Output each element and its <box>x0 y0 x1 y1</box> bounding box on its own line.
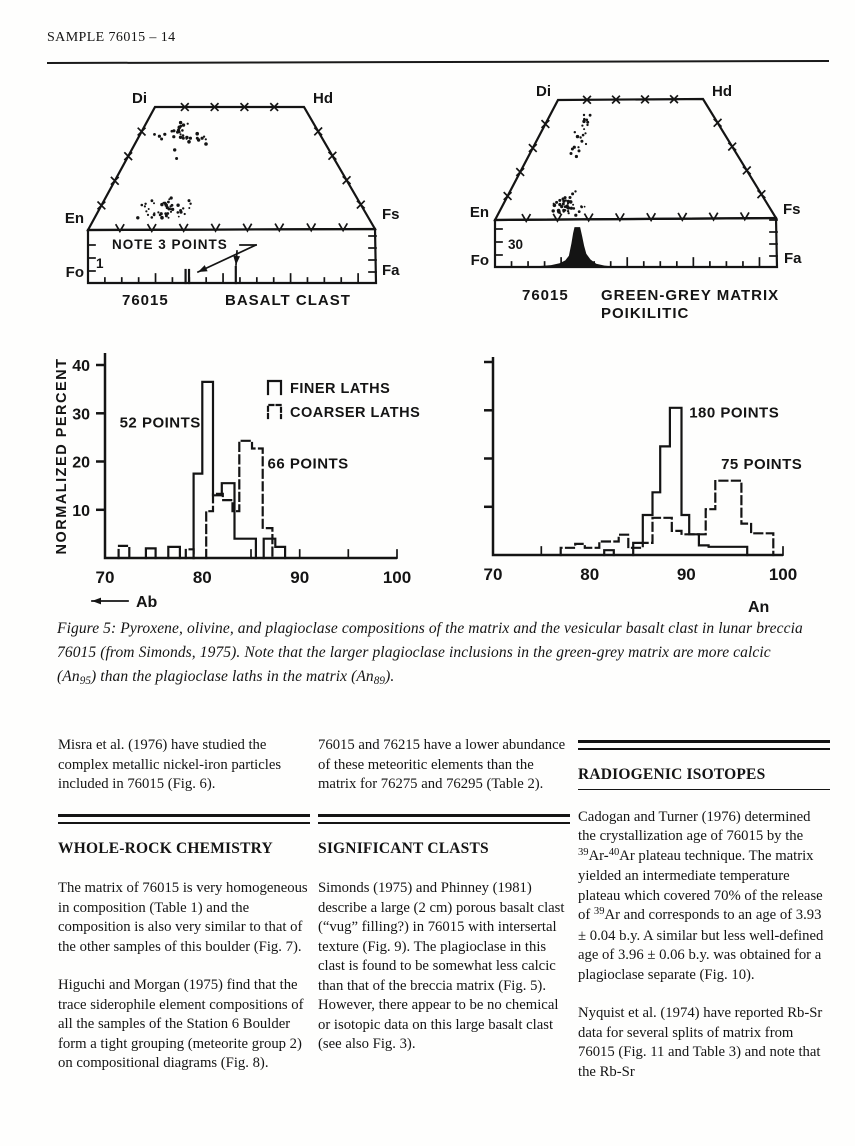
svg-text:20: 20 <box>72 454 90 472</box>
svg-text:Fa: Fa <box>382 262 400 279</box>
histogram-plagioclase-histogram-matrix <box>484 357 803 616</box>
svg-text:100: 100 <box>768 565 798 584</box>
svg-text:Di: Di <box>536 85 551 100</box>
histogram-plagioclase-histogram-basalt-clast <box>54 353 420 611</box>
svg-text:Hd: Hd <box>313 90 333 107</box>
caption-line: Figure 5: Pyroxene, olivine, and plagioclase compositions of the matrix and the vesicular basalt clast in lunar breccia <box>57 620 803 637</box>
svg-text:10: 10 <box>72 502 90 520</box>
svg-text:70: 70 <box>95 568 115 587</box>
svg-text:Di: Di <box>132 90 147 107</box>
svg-text:Fo: Fo <box>470 252 489 269</box>
svg-text:180 POINTS: 180 POINTS <box>689 404 780 422</box>
paragraph: Nyquist et al. (1974) have reported Rb-Sr data for several splits of matrix from 76015 (Fig. 11 and Table 3) and note that the Rb-Sr <box>578 1005 823 1080</box>
svg-text:An: An <box>748 599 770 616</box>
section-heading-radiogenic-isotopes: RADIOGENIC ISOTOPES <box>578 765 830 790</box>
series-solid <box>146 382 285 558</box>
section-heading-whole-rock-chemistry: WHOLE-ROCK CHEMISTRY <box>58 839 273 857</box>
svg-text:75 POINTS: 75 POINTS <box>721 456 803 474</box>
svg-text:Ab: Ab <box>136 594 158 611</box>
svg-text:POIKILITIC: POIKILITIC <box>601 305 690 322</box>
paragraph: Simonds (1975) and Phinney (1981) describe a large (2 cm) porous basalt clast (“vug” filling?) in 76015 with intersertal texture (Fig. 9). The plagioclase in this clast is found to be somewhat less calcic than that of the breccia matrix (Fig. 5). However, there appear to be no chemical or isotopic data on this large basalt clast (see also Fig. 3). <box>318 880 565 1052</box>
paragraph: Higuchi and Morgan (1975) find that the trace siderophile element compositions of all the samples of the Station 6 Boulder form a tight grouping (meteorite group 2) on compositional diagrams (Fig. 8). <box>58 977 304 1071</box>
pyroxene-scatter-basalt-clast <box>136 121 208 220</box>
section-divider <box>578 740 830 750</box>
column-2 <box>318 736 570 1074</box>
svg-text:80: 80 <box>580 565 600 584</box>
paragraph: Misra et al. (1976) have studied the complex metallic nickel-iron particles included in 76015 (Fig. 6). <box>58 737 282 792</box>
section-divider <box>318 814 570 824</box>
svg-text:76015: 76015 <box>122 292 169 309</box>
svg-text:80: 80 <box>192 568 212 587</box>
svg-text:Fs: Fs <box>382 206 400 223</box>
svg-text:40: 40 <box>72 358 90 375</box>
pyroxene-scatter-green-grey-matrix <box>552 114 592 217</box>
column-1 <box>58 736 310 1093</box>
section-divider <box>58 814 310 824</box>
paragraph: The matrix of 76015 is very homogeneous in composition (Table 1) and the composition is also very similar to that of the other samples of this boulder (Fig. 7). <box>58 880 308 955</box>
pyroxene-diagram-green-grey-matrix <box>470 85 802 322</box>
page-header: SAMPLE 76015 – 14 <box>47 30 176 45</box>
svg-text:NOTE 3 POINTS: NOTE 3 POINTS <box>112 237 228 252</box>
svg-text:100: 100 <box>382 568 412 587</box>
svg-text:En: En <box>64 210 84 227</box>
svg-text:66 POINTS: 66 POINTS <box>267 455 349 473</box>
svg-text:Hd: Hd <box>712 85 732 100</box>
svg-text:70: 70 <box>483 565 503 584</box>
svg-text:FINER LATHS: FINER LATHS <box>290 381 391 397</box>
series-dashed <box>561 481 774 555</box>
svg-text:90: 90 <box>290 568 310 587</box>
svg-text:76015: 76015 <box>522 287 569 304</box>
series-dashed <box>119 441 273 558</box>
section-heading-significant-clasts: SIGNIFICANT CLASTS <box>318 839 489 857</box>
caption-line: $(An_{95})$ than the plagioclase laths in the matrix $(An_{89})$. <box>57 668 395 687</box>
svg-text:90: 90 <box>676 565 696 584</box>
pyroxene-diagram-basalt-clast <box>65 90 400 309</box>
svg-text:COARSER LATHS: COARSER LATHS <box>290 405 421 421</box>
paragraph: 76015 and 76215 have a lower abundance of these meteoritic elements than the matrix for 76275 and 76295 (Table 2). <box>318 737 566 792</box>
svg-text:Fa: Fa <box>784 250 802 267</box>
header-rule <box>47 60 829 64</box>
figure-caption <box>57 617 839 690</box>
svg-text:Fs: Fs <box>783 201 801 218</box>
svg-text:BASALT CLAST: BASALT CLAST <box>225 292 351 309</box>
paragraph: Cadogan and Turner (1976) determined the crystallization age of 76015 by the $^{39}$Ar-$^{40}$Ar plateau technique. The matrix yielded an intermediate temperature plateau which covered 70% of the release of $^{39}$Ar and corresponds to an age of 3.93 ± 0.04 b.y. A similar but less well-defined age of 3.96 ± 0.06 b.y. was obtained for a plagioclase separate (Fig. 10). <box>578 808 824 983</box>
svg-text:Fo: Fo <box>65 264 84 281</box>
svg-text:GREEN-GREY MATRIX: GREEN-GREY MATRIX <box>601 287 780 304</box>
figure-5 <box>0 85 855 625</box>
svg-text:1: 1 <box>96 256 104 271</box>
svg-text:En: En <box>469 204 489 221</box>
caption-line: 76015 (from Simonds, 1975). Note that the larger plagioclase inclusions in the green-grey matrix are more calcic <box>57 644 771 661</box>
svg-text:52 POINTS: 52 POINTS <box>119 414 201 432</box>
svg-text:30: 30 <box>72 406 90 424</box>
svg-text:30: 30 <box>508 237 524 252</box>
column-3 <box>578 736 830 1101</box>
figure-5-svg <box>0 85 855 625</box>
svg-text:NORMALIZED PERCENT: NORMALIZED PERCENT <box>54 357 70 555</box>
